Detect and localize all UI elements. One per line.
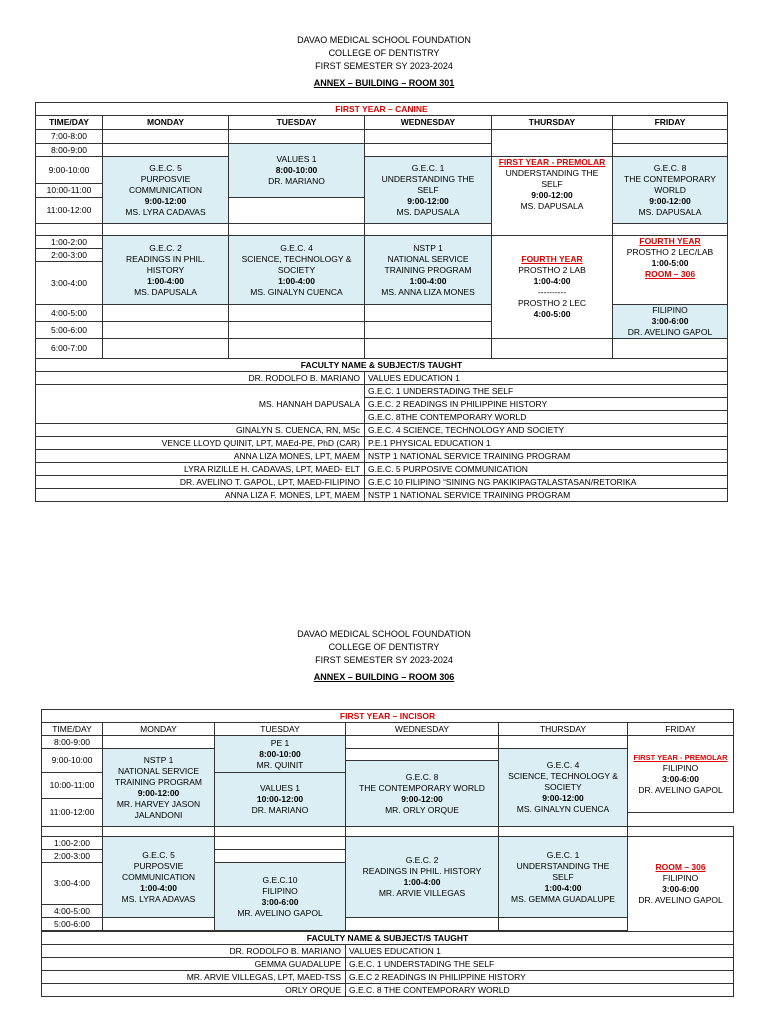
schedule-2-table: [41, 709, 734, 997]
class-cell: PE 1 8:00-10:00 MR. QUINIT: [215, 736, 346, 773]
faculty-name: ORLY ORQUE: [42, 984, 346, 997]
time-cell: 1:00-2:00: [36, 236, 103, 249]
col-header: MONDAY: [103, 723, 215, 736]
time-cell: 11:00-12:00: [36, 198, 103, 224]
faculty-name: ANNA LIZA F. MONES, LPT, MAEM: [36, 489, 365, 502]
class-cell: ROOM – 306 FILIPINO 3:00-6:00 DR. AVELINO GAPOL: [628, 837, 734, 932]
section-title: FIRST YEAR – INCISOR: [42, 710, 734, 723]
time-cell: 6:00-7:00: [36, 339, 103, 359]
class-cell: G.E.C. 8 THE CONTEMPORARY WORLD 9:00-12:00 MS. DAPUSALA: [613, 157, 728, 224]
semester: FIRST SEMESTER SY 2023-2024: [315, 61, 453, 71]
faculty-subject: G.E.C. 8 THE CONTEMPORARY WORLD: [346, 984, 734, 997]
faculty-subject: VALUES EDUCATION 1: [346, 945, 734, 958]
time-cell: 5:00-6:00: [42, 918, 103, 931]
faculty-subject: P.E.1 PHYSICAL EDUCATION 1: [365, 437, 728, 450]
faculty-name: DR. RODOLFO B. MARIANO: [36, 372, 365, 385]
time-cell: 11:00-12:00: [42, 799, 103, 827]
faculty-subject: G.E.C. 1 UNDERSTADING THE SELF: [365, 385, 728, 398]
col-header: THURSDAY: [492, 116, 613, 130]
faculty-subject: G.E.C 10 FILIPINO “SINING NG PAKIKIPAGTALASTASAN/RETORIKA: [365, 476, 728, 489]
faculty-name: DR. RODOLFO B. MARIANO: [42, 945, 346, 958]
time-cell: 8:00-9:00: [42, 736, 103, 749]
class-cell: NSTP 1 NATIONAL SERVICE TRAINING PROGRAM 9:00-12:00 MR. HARVEY JASON JALANDONI: [103, 749, 215, 827]
time-cell: 5:00-6:00: [36, 322, 103, 339]
faculty-name: LYRA RIZILLE H. CADAVAS, LPT, MAED- ELT: [36, 463, 365, 476]
faculty-name: MR. ARVIE VILLEGAS, LPT, MAED-TSS: [42, 971, 346, 984]
room-title: ANNEX – BUILDING – ROOM 301: [313, 78, 455, 88]
class-cell: G.E.C. 2 READINGS IN PHIL. HISTORY 1:00-4:00 MR. ARVIE VILLEGAS: [346, 837, 499, 918]
col-header: TUESDAY: [215, 723, 346, 736]
time-cell: 7:00-8:00: [36, 130, 103, 144]
time-cell: 2:00-3:00: [42, 850, 103, 863]
faculty-name: VENCE LLOYD QUINIT, LPT, MAEd-PE, PhD (CAR): [36, 437, 365, 450]
faculty-title: FACULTY NAME & SUBJECT/S TAUGHT: [42, 932, 734, 945]
class-cell: G.E.C. 5 PURPOSVIE COMMUNICATION 1:00-4:00 MS. LYRA ADAVAS: [103, 837, 215, 918]
class-cell: G.E.C.10 FILIPINO 3:00-6:00 MR. AVELINO GAPOL: [215, 863, 346, 931]
time-cell: 3:00-4:00: [36, 262, 103, 305]
faculty-name: GINALYN S. CUENCA, RN, MSc: [36, 424, 365, 437]
college-name: COLLEGE OF DENTISTRY: [328, 48, 440, 58]
faculty-title: FACULTY NAME & SUBJECT/S TAUGHT: [36, 359, 728, 372]
class-cell: NSTP 1 NATIONAL SERVICE TRAINING PROGRAM 1:00-4:00 MS. ANNA LIZA MONES: [365, 236, 492, 305]
col-header: WEDNESDAY: [365, 116, 492, 130]
section-title: FIRST YEAR – CANINE: [36, 103, 728, 116]
class-cell: FIRST YEAR - PREMOLAR FILIPINO 3:00-6:00 DR. AVELINO GAPOL: [628, 736, 734, 813]
schedule-2-header: [0, 628, 768, 684]
class-cell: FOURTH YEAR PROSTHO 2 LAB 1:00-4:00 ---------- PROSTHO 2 LEC 4:00-5:00: [492, 236, 613, 339]
class-cell: G.E.C. 4 SCIENCE, TECHNOLOGY & SOCIETY 1:00-4:00 MS. GINALYN CUENCA: [229, 236, 365, 305]
faculty-subject: G.E.C. 8THE CONTEMPORARY WORLD: [365, 411, 728, 424]
faculty-name: ANNA LIZA MONES, LPT, MAEM: [36, 450, 365, 463]
time-cell: 4:00-5:00: [36, 305, 103, 322]
time-cell: 2:00-3:00: [36, 249, 103, 262]
faculty-subject: G.E.C 2 READINGS IN PHILIPPINE HISTORY: [346, 971, 734, 984]
school-name: DAVAO MEDICAL SCHOOL FOUNDATION: [297, 629, 471, 639]
class-cell: G.E.C. 4 SCIENCE, TECHNOLOGY & SOCIETY 9:00-12:00 MS. GINALYN CUENCA: [499, 749, 628, 827]
col-header: TIME/DAY: [42, 723, 103, 736]
time-cell: 3:00-4:00: [42, 863, 103, 905]
empty-cell: [492, 130, 613, 157]
class-cell: G.E.C. 1 UNDERSTANDING THE SELF 1:00-4:00 MS. GEMMA GUADALUPE: [499, 837, 628, 918]
faculty-subject: G.E.C. 5 PURPOSIVE COMMUNICATION: [365, 463, 728, 476]
faculty-subject: G.E.C. 4 SCIENCE, TECHNOLOGY AND SOCIETY: [365, 424, 728, 437]
col-header: FRIDAY: [628, 723, 734, 736]
room-title: ANNEX – BUILDING – ROOM 306: [313, 672, 455, 682]
col-header: TIME/DAY: [36, 116, 103, 130]
college-name: COLLEGE OF DENTISTRY: [328, 642, 440, 652]
class-cell: G.E.C. 1 UNDERSTANDING THE SELF 9:00-12:00 MS. DAPUSALA: [365, 157, 492, 224]
schedule-1-table: [35, 102, 728, 502]
class-cell: FIRST YEAR - PREMOLAR UNDERSTANDING THE SELF 9:00-12:00 MS. DAPUSALA: [492, 157, 613, 236]
semester: FIRST SEMESTER SY 2023-2024: [315, 655, 453, 665]
class-cell: G.E.C. 8 THE CONTEMPORARY WORLD 9:00-12:00 MR. ORLY ORQUE: [346, 761, 499, 827]
class-cell: G.E.C. 2 READINGS IN PHIL. HISTORY 1:00-4:00 MS. DAPUSALA: [103, 236, 229, 305]
faculty-name: DR. AVELINO T. GAPOL, LPT, MAED-FILIPINO: [36, 476, 365, 489]
time-cell: 4:00-5:00: [42, 905, 103, 918]
class-cell: VALUES 1 10:00-12:00 DR. MARIANO: [215, 773, 346, 827]
faculty-subject: NSTP 1 NATIONAL SERVICE TRAINING PROGRAM: [365, 450, 728, 463]
time-cell: 10:00-11:00: [42, 773, 103, 799]
time-cell: 9:00-10:00: [42, 749, 103, 773]
col-header: THURSDAY: [499, 723, 628, 736]
class-cell: FOURTH YEAR PROSTHO 2 LEC/LAB 1:00-5:00 ROOM – 306: [613, 236, 728, 305]
faculty-subject: NSTP 1 NATIONAL SERVICE TRAINING PROGRAM: [365, 489, 728, 502]
time-cell: 1:00-2:00: [42, 837, 103, 850]
col-header: WEDNESDAY: [346, 723, 499, 736]
time-cell: 9:00-10:00: [36, 157, 103, 184]
class-cell: G.E.C. 5 PURPOSVIE COMMUNICATION 9:00-12:00 MS. LYRA CADAVAS: [103, 157, 229, 224]
schedule-1-header: [0, 34, 768, 90]
faculty-subject: G.E.C. 2 READINGS IN PHILIPPINE HISTORY: [365, 398, 728, 411]
faculty-name: MS. HANNAH DAPUSALA: [36, 385, 365, 424]
time-cell: 8:00-9:00: [36, 144, 103, 157]
faculty-subject: VALUES EDUCATION 1: [365, 372, 728, 385]
faculty-name: GEMMA GUADALUPE: [42, 958, 346, 971]
time-cell: 10:00-11:00: [36, 184, 103, 198]
class-cell: VALUES 1 8:00-10:00 DR. MARIANO: [229, 144, 365, 198]
faculty-subject: G.E.C. 1 UNDERSTADING THE SELF: [346, 958, 734, 971]
col-header: TUESDAY: [229, 116, 365, 130]
col-header: FRIDAY: [613, 116, 728, 130]
school-name: DAVAO MEDICAL SCHOOL FOUNDATION: [297, 35, 471, 45]
class-cell: FILIPINO 3:00-6:00 DR. AVELINO GAPOL: [613, 305, 728, 339]
col-header: MONDAY: [103, 116, 229, 130]
